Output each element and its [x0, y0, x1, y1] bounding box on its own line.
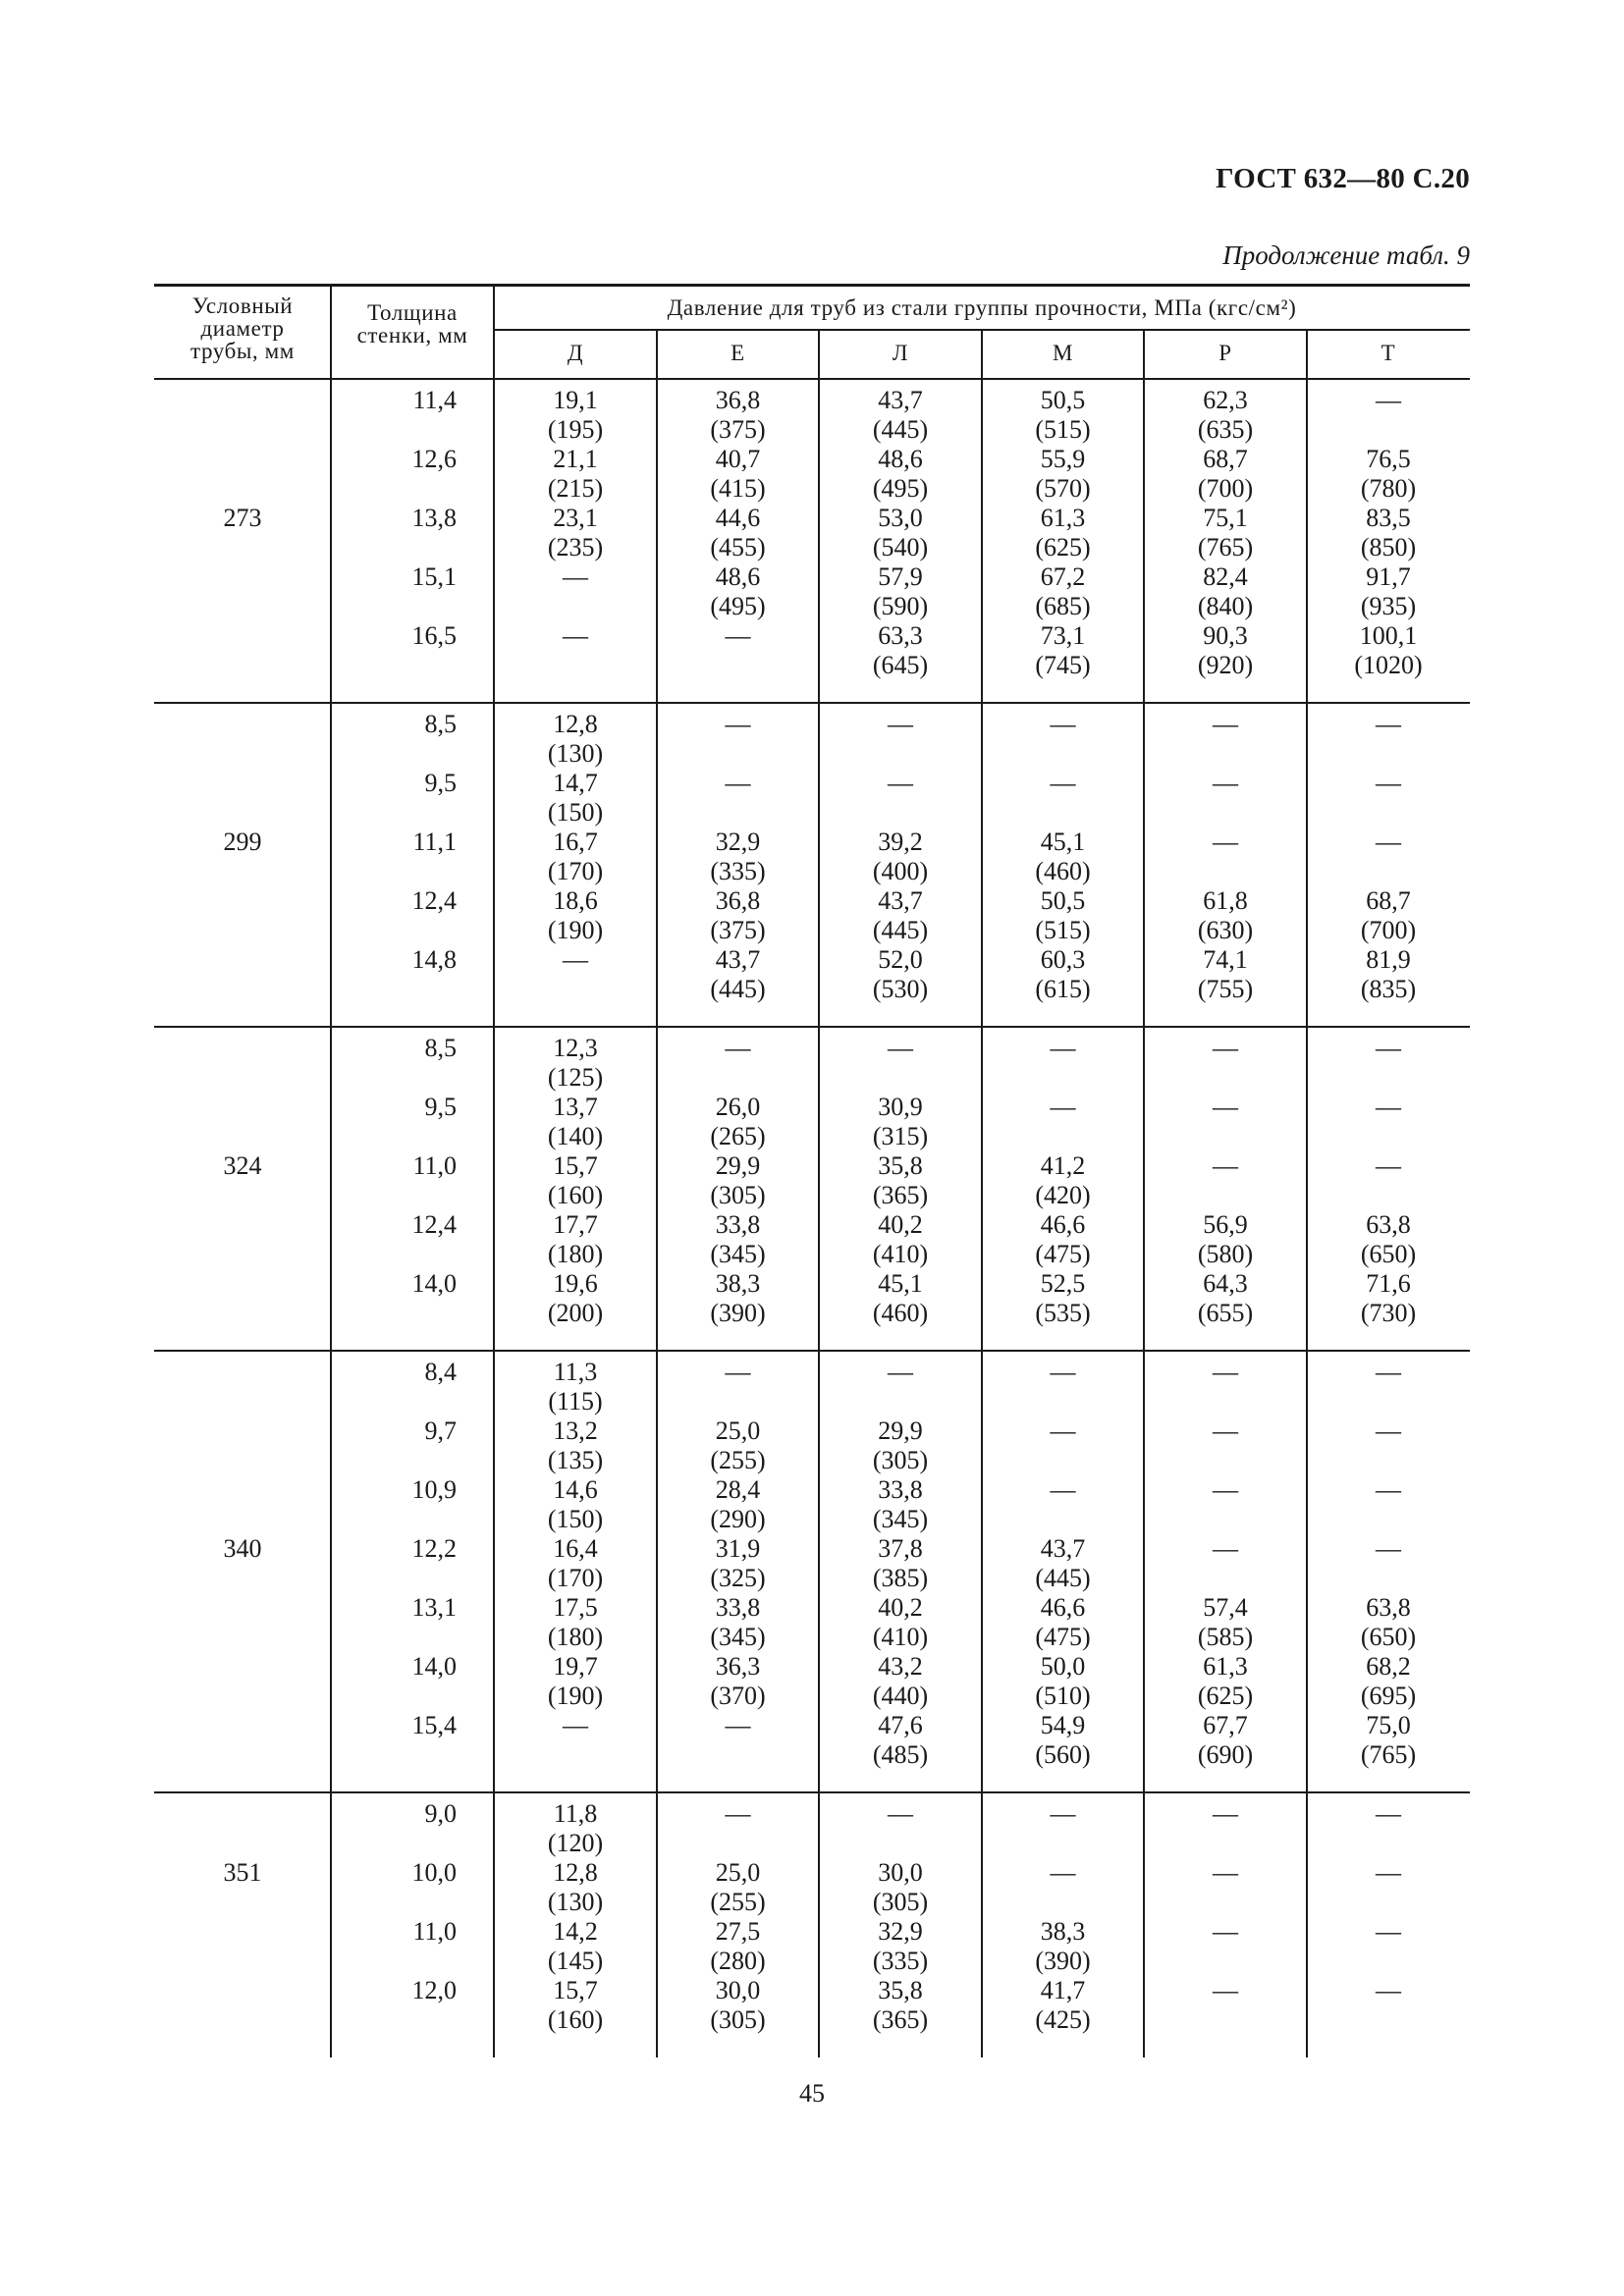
table-continuation-label: Продолжение табл. 9: [1222, 240, 1470, 270]
pressure-value: 12,3 (125): [547, 1034, 604, 1092]
pressure-value: 68,7 (700): [1197, 445, 1254, 503]
pressure-value: 19,6 (200): [547, 1269, 604, 1327]
pressure-value: 67,2 (685): [1035, 562, 1091, 620]
pressure-value: 35,8 (365): [872, 1151, 929, 1209]
pressure-value: 33,8 (345): [710, 1210, 766, 1268]
pressure-value: 19,1 (195): [547, 386, 604, 444]
pressure-value: 17,5 (180): [547, 1593, 604, 1651]
pressure-value: 33,8 (345): [872, 1475, 929, 1533]
pressure-value: 52,0 (530): [872, 945, 929, 1003]
pressure-value: —: [1213, 1976, 1238, 2004]
pressure-value: 18,6 (190): [547, 886, 604, 944]
pressure-value: 57,4 (585): [1197, 1593, 1254, 1651]
nominal-diameter: 351: [223, 1858, 262, 1887]
pressure-value: 11,3 (115): [548, 1358, 603, 1415]
wall-thickness: 12,4: [411, 886, 457, 915]
pressure-value: 63,3 (645): [872, 621, 929, 679]
pressure-value: —: [1376, 1416, 1401, 1445]
pressure-value: 16,7 (170): [547, 828, 604, 885]
pressure-value: —: [888, 1034, 913, 1062]
document-header: [0, 0, 1624, 294]
pressure-value: 13,7 (140): [547, 1093, 604, 1150]
pressure-value: 81,9 (835): [1360, 945, 1417, 1003]
wall-thickness: 13,8: [411, 504, 457, 532]
pressure-value: —: [1376, 1475, 1401, 1504]
pressure-value: 90,3 (920): [1197, 621, 1254, 679]
pressure-value: 71,6 (730): [1360, 1269, 1417, 1327]
pressure-value: 55,9 (570): [1035, 445, 1091, 503]
pressure-value: 43,7 (445): [872, 886, 929, 944]
pressure-value: 26,0 (265): [710, 1093, 766, 1150]
pressure-value: 21,1 (215): [547, 445, 604, 503]
pressure-value: —: [1376, 386, 1401, 414]
pressure-value: 91,7 (935): [1360, 562, 1417, 620]
grade-header: Д: [567, 341, 584, 365]
pressure-value: 64,3 (655): [1197, 1269, 1254, 1327]
pressure-value: 76,5 (780): [1360, 445, 1417, 503]
grade-header: Е: [731, 341, 745, 365]
wall-thickness: 12,0: [411, 1976, 457, 2004]
pressure-value: 47,6 (485): [872, 1711, 929, 1769]
grade-header: Р: [1218, 341, 1232, 365]
pressure-value: 31,9 (325): [710, 1534, 766, 1592]
pressure-value: 63,8 (650): [1360, 1593, 1417, 1651]
group-divider: [154, 702, 1470, 704]
nominal-diameter: 340: [223, 1534, 262, 1563]
pressure-value: 46,6 (475): [1035, 1210, 1091, 1268]
wall-thickness: 12,2: [411, 1534, 457, 1563]
wall-thickness: 14,8: [411, 945, 457, 974]
pressure-value: 56,9 (580): [1197, 1210, 1254, 1268]
pressure-value: 32,9 (335): [872, 1917, 929, 1975]
pressure-value: 13,2 (135): [547, 1416, 604, 1474]
pressure-value: 45,1 (460): [872, 1269, 929, 1327]
pressure-value: —: [1213, 1799, 1238, 1828]
header-divider: [494, 329, 1470, 331]
pressure-value: 30,0 (305): [872, 1858, 929, 1916]
group-divider: [154, 1791, 1470, 1793]
pressure-value: 30,9 (315): [872, 1093, 929, 1150]
wall-thickness: 12,4: [411, 1210, 457, 1239]
pressure-value: —: [1050, 769, 1076, 797]
pressure-value: 50,0 (510): [1035, 1652, 1091, 1710]
column-rule: [656, 330, 658, 2057]
pressure-value: —: [725, 621, 751, 650]
pressure-value: 27,5 (280): [710, 1917, 766, 1975]
pressure-value: 43,2 (440): [872, 1652, 929, 1710]
wall-thickness: 11,1: [412, 828, 457, 856]
pressure-value: 43,7 (445): [1035, 1534, 1091, 1592]
pressure-value: —: [1050, 1475, 1076, 1504]
pressure-value: 15,7 (160): [547, 1976, 604, 2034]
pressure-value: 75,0 (765): [1360, 1711, 1417, 1769]
pressure-value: 36,8 (375): [710, 886, 766, 944]
pressure-value: —: [725, 769, 751, 797]
pressure-value: 30,0 (305): [710, 1976, 766, 2034]
pressure-value: —: [1376, 1358, 1401, 1386]
pressure-value: 48,6 (495): [710, 562, 766, 620]
pressure-value: —: [1213, 769, 1238, 797]
pressure-value: 33,8 (345): [710, 1593, 766, 1651]
pressure-value: 12,8 (130): [547, 710, 604, 768]
pressure-value: 38,3 (390): [710, 1269, 766, 1327]
pressure-value: —: [1213, 1917, 1238, 1946]
pressure-value: 23,1 (235): [547, 504, 604, 561]
wall-thickness: 10,0: [411, 1858, 457, 1887]
column-header-thickness: [331, 301, 494, 347]
column-rule: [1306, 330, 1308, 2057]
pressure-value: 83,5 (850): [1360, 504, 1417, 561]
wall-thickness: 9,0: [424, 1799, 457, 1828]
pressure-value: —: [1050, 710, 1076, 738]
pressure-value: 68,2 (695): [1360, 1652, 1417, 1710]
pressure-value: —: [1376, 1799, 1401, 1828]
pressure-value: 37,8 (385): [872, 1534, 929, 1592]
pressure-value: 11,8 (120): [547, 1799, 604, 1857]
pressure-value: —: [1376, 1917, 1401, 1946]
pressure-value: 75,1 (765): [1197, 504, 1254, 561]
pressure-value: —: [1213, 1858, 1238, 1887]
header-line: диаметр: [200, 316, 285, 341]
pressure-value: 40,2 (410): [872, 1210, 929, 1268]
pressure-value: 28,4 (290): [710, 1475, 766, 1533]
pressure-value: —: [1213, 828, 1238, 856]
nominal-diameter: 324: [223, 1151, 262, 1180]
pressure-value: 35,8 (365): [872, 1976, 929, 2034]
column-header-diameter: [154, 294, 331, 362]
wall-thickness: 8,4: [424, 1358, 457, 1386]
pressure-value: 39,2 (400): [872, 828, 929, 885]
pressure-value: 14,6 (150): [547, 1475, 604, 1533]
wall-thickness: 12,6: [411, 445, 457, 473]
pressure-value: 54,9 (560): [1035, 1711, 1091, 1769]
grade-header: Т: [1380, 341, 1396, 365]
wall-thickness: 9,5: [424, 769, 457, 797]
column-rule: [818, 330, 820, 2057]
pressure-value: 100,1 (1020): [1354, 621, 1423, 679]
pressure-value: 82,4 (840): [1197, 562, 1254, 620]
pressure-value: 29,9 (305): [872, 1416, 929, 1474]
pressure-value: —: [1376, 1534, 1401, 1563]
pressure-value: —: [1213, 1093, 1238, 1121]
pressure-value: —: [888, 1799, 913, 1828]
header-line: Условный: [191, 294, 294, 318]
pressure-value: 60,3 (615): [1035, 945, 1091, 1003]
pressure-value: 15,7 (160): [547, 1151, 604, 1209]
pressure-value: 52,5 (535): [1035, 1269, 1091, 1327]
column-header-pressure: Давление для труб из стали группы прочности, МПа (кгс/см²): [667, 295, 1297, 320]
grade-header: Л: [892, 341, 909, 365]
pressure-value: 40,7 (415): [710, 445, 766, 503]
header-bottom-rule: [154, 378, 1470, 380]
pressure-value: 61,3 (625): [1035, 504, 1091, 561]
pressure-value: —: [563, 945, 588, 974]
pressure-value: —: [1213, 1358, 1238, 1386]
pressure-value: —: [1050, 1093, 1076, 1121]
pressure-value: 74,1 (755): [1197, 945, 1254, 1003]
pressure-value: 50,5 (515): [1035, 886, 1091, 944]
document-title: ГОСТ 632—80 С.20: [1216, 163, 1470, 194]
pressure-value: 12,8 (130): [547, 1858, 604, 1916]
pressure-value: 36,8 (375): [710, 386, 766, 444]
wall-thickness: 8,5: [424, 710, 457, 738]
pressure-value: —: [888, 769, 913, 797]
pressure-value: —: [1213, 1475, 1238, 1504]
pressure-value: —: [1213, 1034, 1238, 1062]
pressure-value: 32,9 (335): [710, 828, 766, 885]
pressure-value: —: [1376, 710, 1401, 738]
pressure-value: 43,7 (445): [710, 945, 766, 1003]
nominal-diameter: 273: [223, 504, 262, 532]
wall-thickness: 16,5: [411, 621, 457, 650]
pressure-value: —: [725, 710, 751, 738]
wall-thickness: 11,0: [412, 1151, 457, 1180]
group-divider: [154, 1026, 1470, 1028]
wall-thickness: 14,0: [411, 1269, 457, 1298]
group-divider: [154, 1350, 1470, 1352]
pressure-value: —: [563, 562, 588, 591]
pressure-value: —: [1050, 1799, 1076, 1828]
pressure-value: 61,8 (630): [1197, 886, 1254, 944]
pressure-value: —: [1376, 1858, 1401, 1887]
pressure-value: 36,3 (370): [710, 1652, 766, 1710]
nominal-diameter: 299: [223, 828, 262, 856]
pressure-value: 46,6 (475): [1035, 1593, 1091, 1651]
pressure-value: 73,1 (745): [1035, 621, 1091, 679]
pressure-value: 45,1 (460): [1035, 828, 1091, 885]
wall-thickness: 8,5: [424, 1034, 457, 1062]
pressure-value: 14,2 (145): [547, 1917, 604, 1975]
pressure-value: —: [1050, 1416, 1076, 1445]
pressure-value: 41,7 (425): [1035, 1976, 1091, 2034]
pressure-value: 43,7 (445): [872, 386, 929, 444]
wall-thickness: 11,0: [412, 1917, 457, 1946]
pressure-value: —: [1050, 1858, 1076, 1887]
pressure-value: 62,3 (635): [1197, 386, 1254, 444]
wall-thickness: 13,1: [411, 1593, 457, 1622]
pressure-value: —: [1050, 1034, 1076, 1062]
pressure-value: —: [1213, 710, 1238, 738]
pressure-value: 63,8 (650): [1360, 1210, 1417, 1268]
column-rule: [493, 285, 495, 2057]
header-line: стенки, мм: [356, 323, 468, 347]
pressure-value: —: [888, 1358, 913, 1386]
pressure-value: —: [1213, 1151, 1238, 1180]
pressure-value: —: [725, 1358, 751, 1386]
wall-thickness: 14,0: [411, 1652, 457, 1681]
wall-thickness: 9,5: [424, 1093, 457, 1121]
pressure-value: 29,9 (305): [710, 1151, 766, 1209]
pressure-value: 61,3 (625): [1197, 1652, 1254, 1710]
pressure-value: 44,6 (455): [710, 504, 766, 561]
pressure-value: 67,7 (690): [1197, 1711, 1254, 1769]
pressure-value: —: [725, 1799, 751, 1828]
pressure-value: —: [1213, 1416, 1238, 1445]
pressure-value: 38,3 (390): [1035, 1917, 1091, 1975]
pressure-value: 48,6 (495): [872, 445, 929, 503]
pressure-value: —: [563, 1711, 588, 1739]
column-rule: [1143, 330, 1145, 2057]
pressure-value: —: [1376, 1976, 1401, 2004]
pressure-value: 50,5 (515): [1035, 386, 1091, 444]
pressure-value: 19,7 (190): [547, 1652, 604, 1710]
grade-header: М: [1052, 341, 1074, 365]
pressure-value: 41,2 (420): [1035, 1151, 1091, 1209]
pressure-value: —: [1050, 1358, 1076, 1386]
pressure-value: 16,4 (170): [547, 1534, 604, 1592]
pressure-value: 68,7 (700): [1360, 886, 1417, 944]
pressure-value: 57,9 (590): [872, 562, 929, 620]
pressure-value: —: [1376, 828, 1401, 856]
wall-thickness: 10,9: [411, 1475, 457, 1504]
pressure-value: —: [725, 1711, 751, 1739]
pressure-value: —: [725, 1034, 751, 1062]
column-rule: [330, 285, 332, 2057]
wall-thickness: 11,4: [412, 386, 457, 414]
pressure-value: —: [1376, 1093, 1401, 1121]
pressure-value: 14,7 (150): [547, 769, 604, 827]
pressure-value: 53,0 (540): [872, 504, 929, 561]
pressure-value: 17,7 (180): [547, 1210, 604, 1268]
pressure-value: —: [563, 621, 588, 650]
pressure-value: 25,0 (255): [710, 1416, 766, 1474]
column-rule: [981, 330, 983, 2057]
wall-thickness: 9,7: [424, 1416, 457, 1445]
header-line: Толщина: [367, 300, 458, 325]
pressure-value: —: [888, 710, 913, 738]
pressure-value: —: [1213, 1534, 1238, 1563]
pressure-value: 40,2 (410): [872, 1593, 929, 1651]
pressure-value: —: [1376, 1151, 1401, 1180]
wall-thickness: 15,1: [411, 562, 457, 591]
wall-thickness: 15,4: [411, 1711, 457, 1739]
pressure-value: 25,0 (255): [710, 1858, 766, 1916]
header-line: трубы, мм: [190, 339, 295, 363]
page-number: 45: [799, 2079, 825, 2108]
pressure-value: —: [1376, 1034, 1401, 1062]
pressure-value: —: [1376, 769, 1401, 797]
